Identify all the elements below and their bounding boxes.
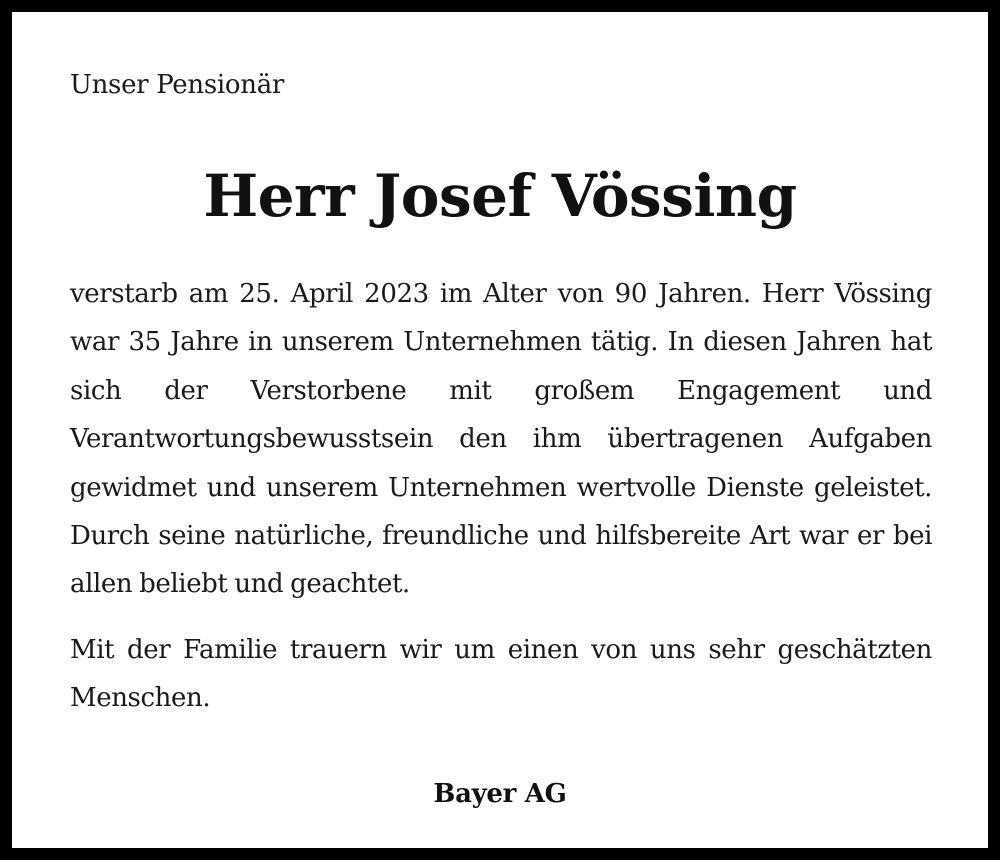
company-signature: Bayer AG — [433, 779, 567, 809]
intro-line: Unser Pensionär — [70, 70, 285, 100]
notice-paragraph-condolence: Mit der Familie trauern wir um einen von uns sehr geschätzten Menschen. — [70, 635, 932, 714]
notice-paragraph-main: verstarb am 25. April 2023 im Alter von 90 Jahren. Herr Vössing war 35 Jahre in unserem Unternehmen tätig. In diesen Jahren hat sich der Verstorbene mit großem Engagement und Verantwortungsbewusstsein den ihm übertragenen Aufgaben gewidmet und unserem Unternehmen wertvolle Dienste geleistet. Durch seine natürliche, freundliche und hilfsbereite Art war er bei allen beliebt und geachtet. — [70, 279, 932, 600]
deceased-name: Herr Josef Vössing — [203, 162, 797, 230]
